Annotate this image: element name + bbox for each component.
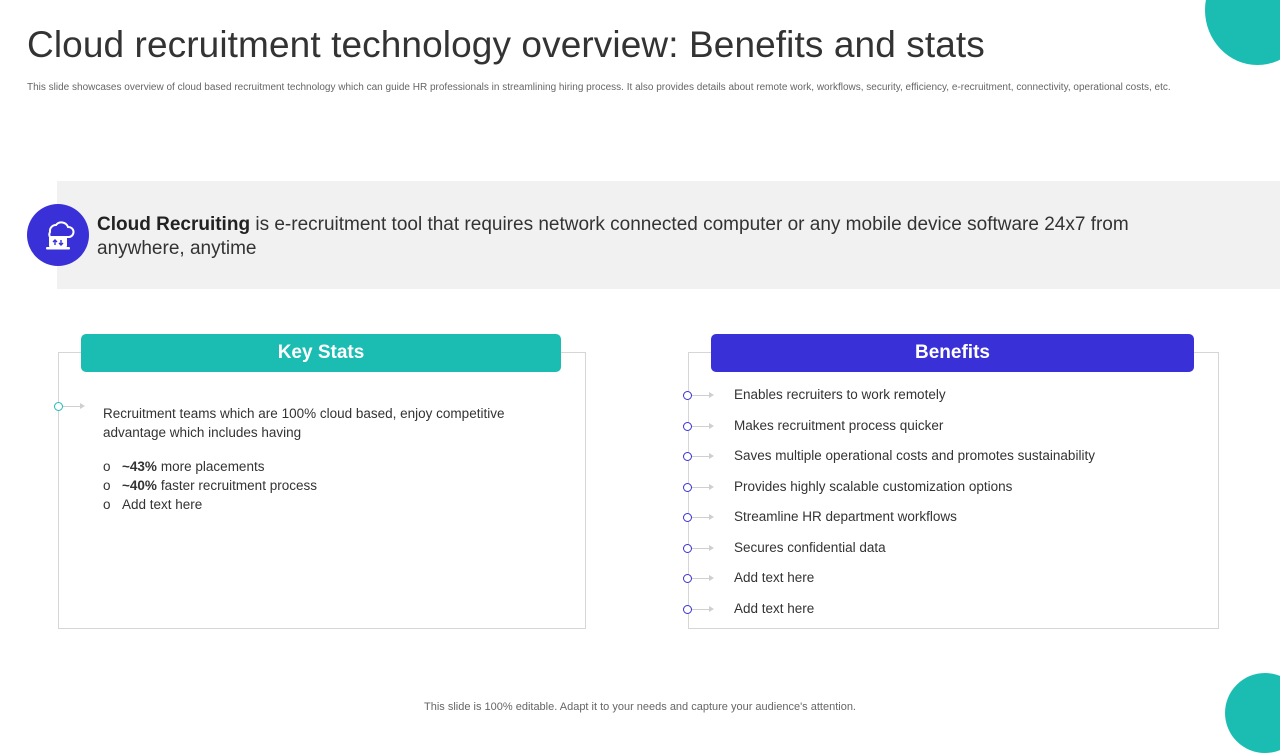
benefit-text: Enables recruiters to work remotely	[734, 387, 946, 402]
connector-arrow	[63, 406, 81, 407]
benefit-connector	[683, 574, 710, 583]
footer-note: This slide is 100% editable. Adapt it to your needs and capture your audience's attention.	[424, 701, 856, 713]
key-stats-connector	[54, 402, 81, 411]
benefit-item	[683, 599, 815, 619]
list-item	[103, 495, 317, 514]
connector-arrow	[692, 578, 710, 579]
corner-decoration-top	[1205, 0, 1280, 65]
connector-dot	[683, 391, 692, 400]
connector-arrow	[692, 517, 710, 518]
connector-dot	[683, 605, 692, 614]
benefits-heading: Benefits	[711, 334, 1194, 372]
benefit-item	[683, 416, 944, 436]
stat-text: more placements	[160, 459, 265, 474]
page-subtitle: This slide showcases overview of cloud based recruitment technology which can guide HR professionals in streamlining hiring process. It also provides details about remote work, workflows, security, efficiency, e-recruitment, connectivity, operational costs, etc.	[27, 82, 1171, 93]
list-bullet: o	[103, 478, 111, 493]
benefit-connector	[683, 452, 710, 461]
page-title: Cloud recruitment technology overview: Benefits and stats	[27, 24, 985, 65]
benefit-text: Add text here	[734, 570, 815, 585]
benefit-item	[683, 477, 1013, 497]
benefit-connector	[683, 483, 710, 492]
benefit-item	[683, 568, 815, 588]
key-stats-lead: Recruitment teams which are 100% cloud based, enjoy competitive advantage which includes having	[103, 406, 505, 440]
stat-highlight: ~40%	[122, 478, 157, 493]
stat-highlight: ~43%	[122, 459, 157, 474]
connector-arrow	[692, 609, 710, 610]
connector-dot	[683, 452, 692, 461]
benefit-item	[683, 446, 1095, 466]
stat-text: Add text here	[122, 497, 203, 512]
connector-arrow	[692, 426, 710, 427]
benefit-text: Makes recruitment process quicker	[734, 418, 944, 433]
definition-text	[97, 213, 1157, 261]
list-item	[103, 476, 317, 495]
list-bullet: o	[103, 497, 111, 512]
definition-body: is e-recruitment tool that requires network connected computer or any mobile device software 24x7 from anywhere, anytime	[97, 214, 1129, 259]
cloud-laptop-icon	[27, 204, 89, 266]
connector-dot	[683, 513, 692, 522]
benefit-item	[683, 507, 957, 527]
list-item	[103, 457, 317, 476]
connector-dot	[683, 544, 692, 553]
connector-dot	[683, 574, 692, 583]
connector-arrow	[692, 395, 710, 396]
connector-dot	[683, 483, 692, 492]
definition-term: Cloud Recruiting	[97, 214, 251, 235]
benefit-connector	[683, 605, 710, 614]
key-stats-list	[103, 457, 317, 514]
benefit-connector	[683, 513, 710, 522]
connector-dot	[54, 402, 63, 411]
benefit-text: Saves multiple operational costs and promotes sustainability	[734, 448, 1095, 463]
benefit-text: Streamline HR department workflows	[734, 509, 957, 524]
benefit-text: Add text here	[734, 601, 815, 616]
benefit-connector	[683, 422, 710, 431]
benefit-connector	[683, 391, 710, 400]
benefit-text: Provides highly scalable customization options	[734, 479, 1013, 494]
benefit-item	[683, 385, 946, 405]
connector-arrow	[692, 456, 710, 457]
benefit-item	[683, 538, 886, 558]
key-stats-heading: Key Stats	[81, 334, 561, 372]
connector-arrow	[692, 548, 710, 549]
connector-dot	[683, 422, 692, 431]
benefit-connector	[683, 544, 710, 553]
benefit-text: Secures confidential data	[734, 540, 886, 555]
corner-decoration-bottom	[1225, 673, 1280, 753]
list-bullet: o	[103, 459, 111, 474]
connector-arrow	[692, 487, 710, 488]
stat-text: faster recruitment process	[160, 478, 317, 493]
